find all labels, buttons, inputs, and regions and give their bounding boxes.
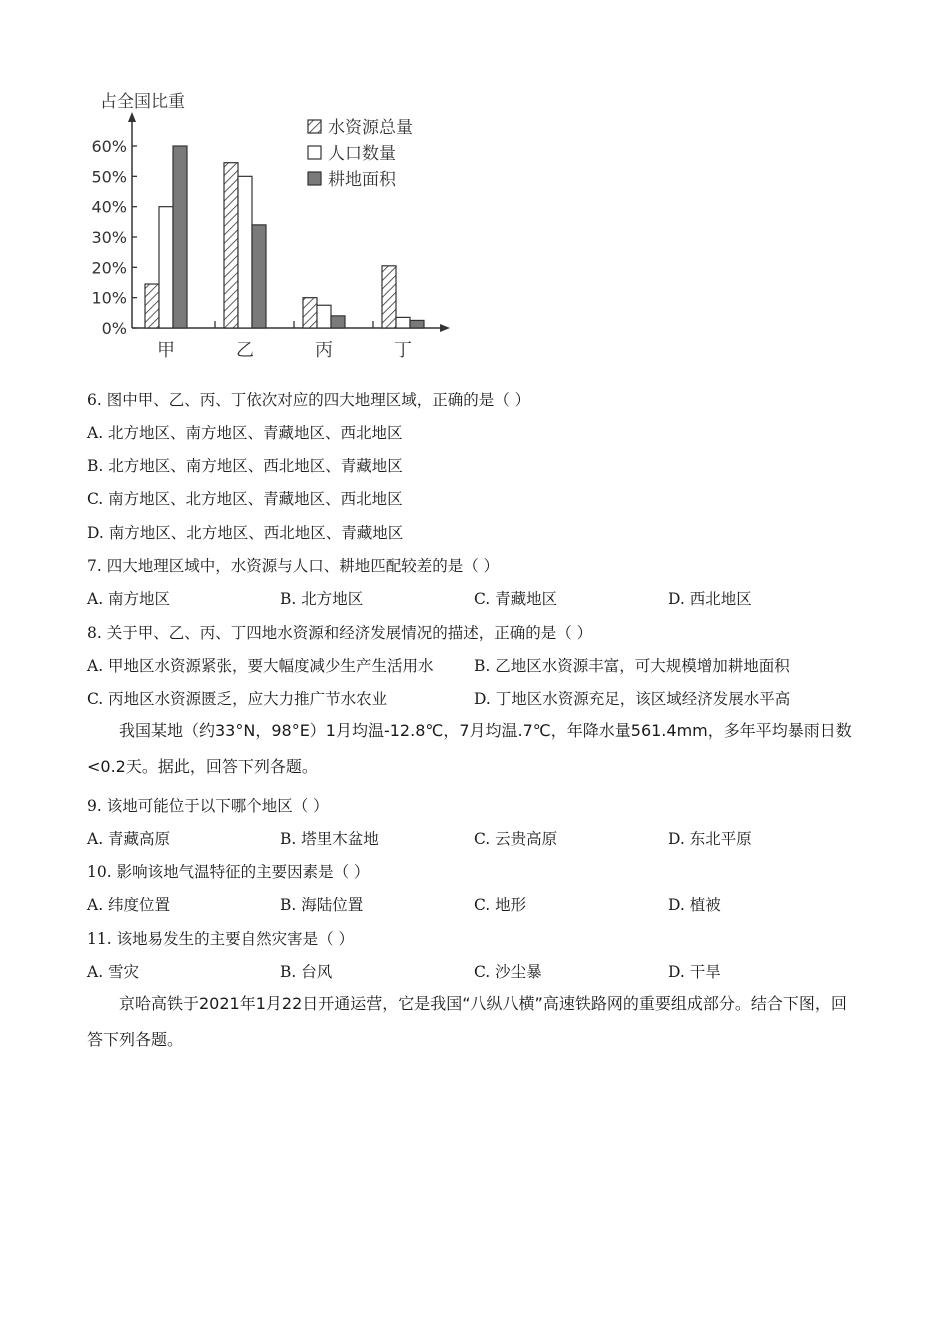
- bar-white: [396, 317, 410, 328]
- question-7-option-b: B. 北方地区: [280, 590, 364, 608]
- question-11-option-c: C. 沙尘暴: [474, 963, 542, 981]
- question-11-option-d: D. 干旱: [668, 963, 721, 981]
- y-axis-label: 占全国比重: [100, 92, 185, 112]
- y-tick-label: 50%: [91, 167, 127, 187]
- bar-gray: [331, 316, 345, 328]
- question-11-option-b: B. 台风: [280, 963, 333, 981]
- y-tick-label: 60%: [91, 137, 127, 156]
- question-9-option-d: D. 东北平原: [668, 830, 752, 848]
- legend-swatch-hatched: [308, 120, 321, 133]
- bar-hatched: [145, 284, 159, 328]
- y-tick-label: 20%: [91, 258, 127, 278]
- bar-white: [238, 176, 252, 328]
- legend-label: 人口数量: [328, 144, 396, 164]
- bar-hatched: [303, 298, 317, 328]
- x-category-label: 丁: [394, 340, 412, 361]
- question-7-option-c: C. 青藏地区: [474, 590, 558, 608]
- x-category-label: 乙: [236, 340, 254, 361]
- legend-swatch-gray: [308, 172, 321, 185]
- legend-swatch-white: [308, 146, 321, 159]
- question-8-option-c: C. 丙地区水资源匮乏，应大力推广节水农业: [87, 690, 388, 708]
- question-11-option-a: A. 雪灾: [87, 963, 140, 981]
- question-10-option-b: B. 海陆位置: [280, 896, 364, 914]
- bar-white: [317, 305, 331, 328]
- question-6-option-a: A. 北方地区、南方地区、青藏地区、西北地区: [87, 424, 403, 442]
- x-category-label: 甲: [157, 340, 175, 361]
- y-tick-label: 30%: [91, 228, 127, 247]
- bar-chart: [90, 80, 470, 370]
- question-10-stem: 10. 影响该地气温特征的主要因素是（ ）: [87, 863, 370, 881]
- legend-label: 耕地面积: [328, 170, 396, 190]
- y-tick-label: 10%: [91, 288, 127, 308]
- bar-hatched: [224, 163, 238, 328]
- question-10-option-a: A. 纬度位置: [87, 896, 171, 914]
- question-6-option-b: B. 北方地区、南方地区、西北地区、青藏地区: [87, 457, 403, 475]
- question-9-option-c: C. 云贵高原: [474, 830, 558, 848]
- bar-hatched: [382, 266, 396, 328]
- question-11-stem: 11. 该地易发生的主要自然灾害是（ ）: [87, 930, 355, 948]
- bar-gray: [173, 146, 187, 328]
- question-9-stem: 9. 该地可能位于以下哪个地区（ ）: [87, 797, 329, 815]
- question-6-option-d: D. 南方地区、北方地区、西北地区、青藏地区: [87, 524, 404, 542]
- question-8-option-d: D. 丁地区水资源充足，该区域经济发展水平高: [474, 690, 791, 708]
- question-10-option-c: C. 地形: [474, 896, 527, 914]
- question-7-option-a: A. 南方地区: [87, 590, 171, 608]
- bar-white: [159, 207, 173, 328]
- passage-2: 京哈高铁于2021年1月22日开通运营，它是我国“八纵八横”高速铁路网的重要组成部分。结合下图，回答下列各题。: [87, 994, 847, 1049]
- question-7-stem: 7. 四大地理区域中，水资源与人口、耕地匹配较差的是（ ）: [87, 557, 500, 575]
- question-8-option-a: A. 甲地区水资源紧张，要大幅度减少生产生活用水: [87, 657, 434, 675]
- question-6-stem: 6. 图中甲、乙、丙、丁依次对应的四大地理区域，正确的是（ ）: [87, 391, 531, 409]
- question-8-option-b: B. 乙地区水资源丰富，可大规模增加耕地面积: [474, 657, 790, 675]
- y-axis-arrow: [128, 112, 136, 122]
- y-tick-label: 0%: [101, 319, 127, 338]
- question-10-option-d: D. 植被: [668, 896, 721, 914]
- question-8-stem: 8. 关于甲、乙、丙、丁四地水资源和经济发展情况的描述，正确的是（ ）: [87, 624, 593, 642]
- question-7-option-d: D. 西北地区: [668, 590, 752, 608]
- bar-gray: [410, 320, 424, 328]
- x-category-label: 丙: [315, 340, 333, 361]
- bar-gray: [252, 225, 266, 328]
- legend-label: 水资源总量: [328, 118, 413, 138]
- question-9-option-b: B. 塔里木盆地: [280, 830, 379, 848]
- y-tick-label: 40%: [91, 197, 127, 217]
- x-axis-arrow: [440, 324, 450, 332]
- question-6-option-c: C. 南方地区、北方地区、青藏地区、西北地区: [87, 490, 403, 508]
- question-9-option-a: A. 青藏高原: [87, 830, 171, 848]
- passage-1: 我国某地（约33°N，98°E）1月均温-12.8℃，7月均温.7℃，年降水量561.4mm，多年平均暴雨日数<0.2天。据此，回答下列各题。: [87, 721, 852, 776]
